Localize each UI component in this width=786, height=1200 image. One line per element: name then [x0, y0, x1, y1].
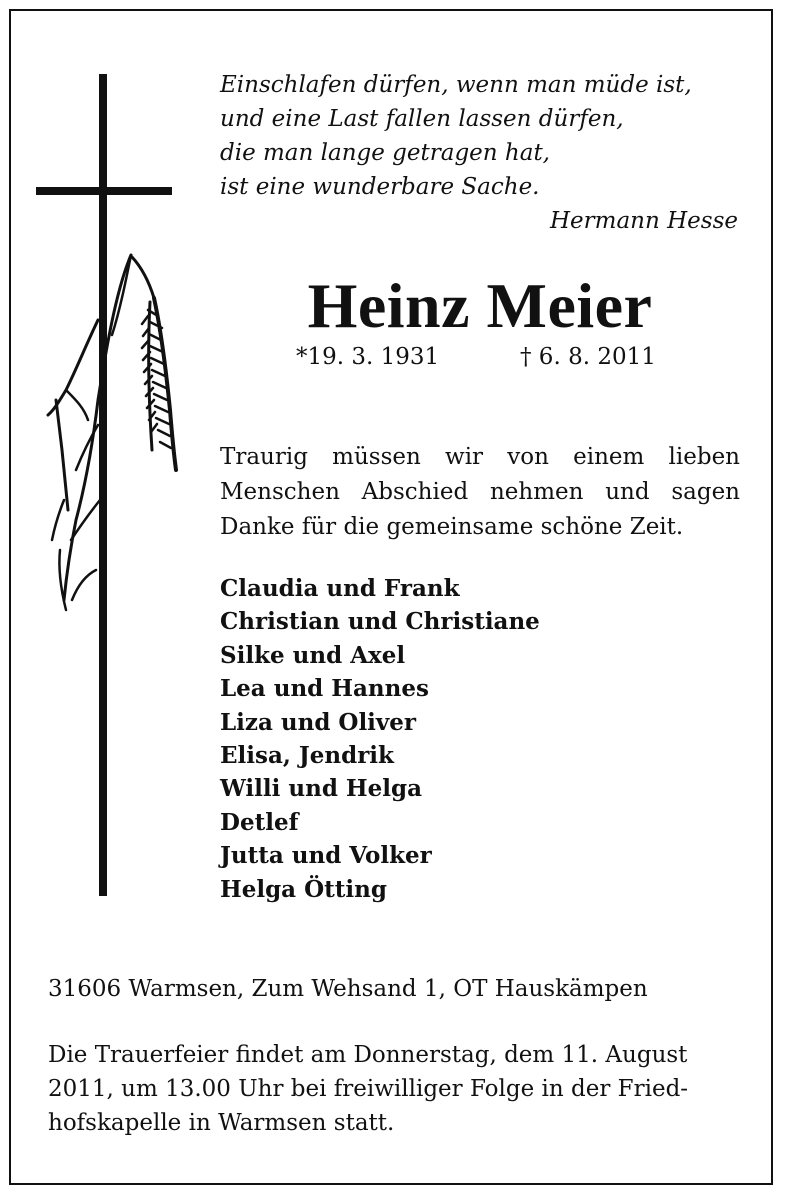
- cross-icon: [36, 74, 172, 896]
- mourner-item: Christian und Christiane: [220, 608, 540, 636]
- family-address: 31606 Warmsen, Zum Wehsand 1, OT Hauskämpen: [48, 976, 648, 1002]
- birth-date: *19. 3. 1931: [296, 344, 440, 370]
- mourner-item: Detlef: [220, 808, 299, 836]
- mourner-item: Claudia und Frank: [220, 575, 460, 602]
- service-line: 2011, um 13.00 Uhr bei freiwilliger Folge in der Fried-: [48, 1076, 689, 1102]
- mourner-item: Liza und Oliver: [220, 708, 417, 736]
- service-line: Die Trauerfeier findet am Donnerstag, dem 11. August: [48, 1042, 688, 1068]
- mourners-list: [220, 572, 740, 906]
- message-line: Menschen Abschied nehmen und sagen: [220, 479, 740, 505]
- mourner-item: Jutta und Volker: [220, 842, 432, 870]
- mourner-item: Elisa, Jendrik: [220, 742, 394, 770]
- service-line: hofskapelle in Warmsen statt.: [48, 1110, 395, 1136]
- message-line: Danke für die gemeinsame schöne Zeit.: [220, 514, 684, 540]
- cross-with-wheat: [36, 70, 196, 900]
- mourner-item: Willi und Helga: [220, 775, 423, 803]
- mourner-item: Lea und Hannes: [220, 675, 429, 703]
- farewell-message: [220, 440, 740, 545]
- wheat-icon: [48, 255, 176, 610]
- deceased-name: Heinz Meier: [307, 270, 653, 341]
- quote-author: Hermann Hesse: [549, 208, 738, 234]
- quote-line: Einschlafen dürfen, wenn man müde ist,: [220, 72, 692, 98]
- quote-line: die man lange getragen hat,: [220, 140, 550, 166]
- quote-block: [220, 68, 740, 238]
- funeral-service-info: [48, 1038, 738, 1140]
- death-date: † 6. 8. 2011: [520, 344, 656, 370]
- mourner-item: Helga Ötting: [220, 875, 387, 903]
- quote-line: ist eine wunderbare Sache.: [220, 174, 540, 200]
- message-line: Traurig müssen wir von einem lieben: [220, 444, 740, 470]
- mourner-item: Silke und Axel: [220, 641, 406, 669]
- quote-line: und eine Last fallen lassen dürfen,: [220, 106, 624, 132]
